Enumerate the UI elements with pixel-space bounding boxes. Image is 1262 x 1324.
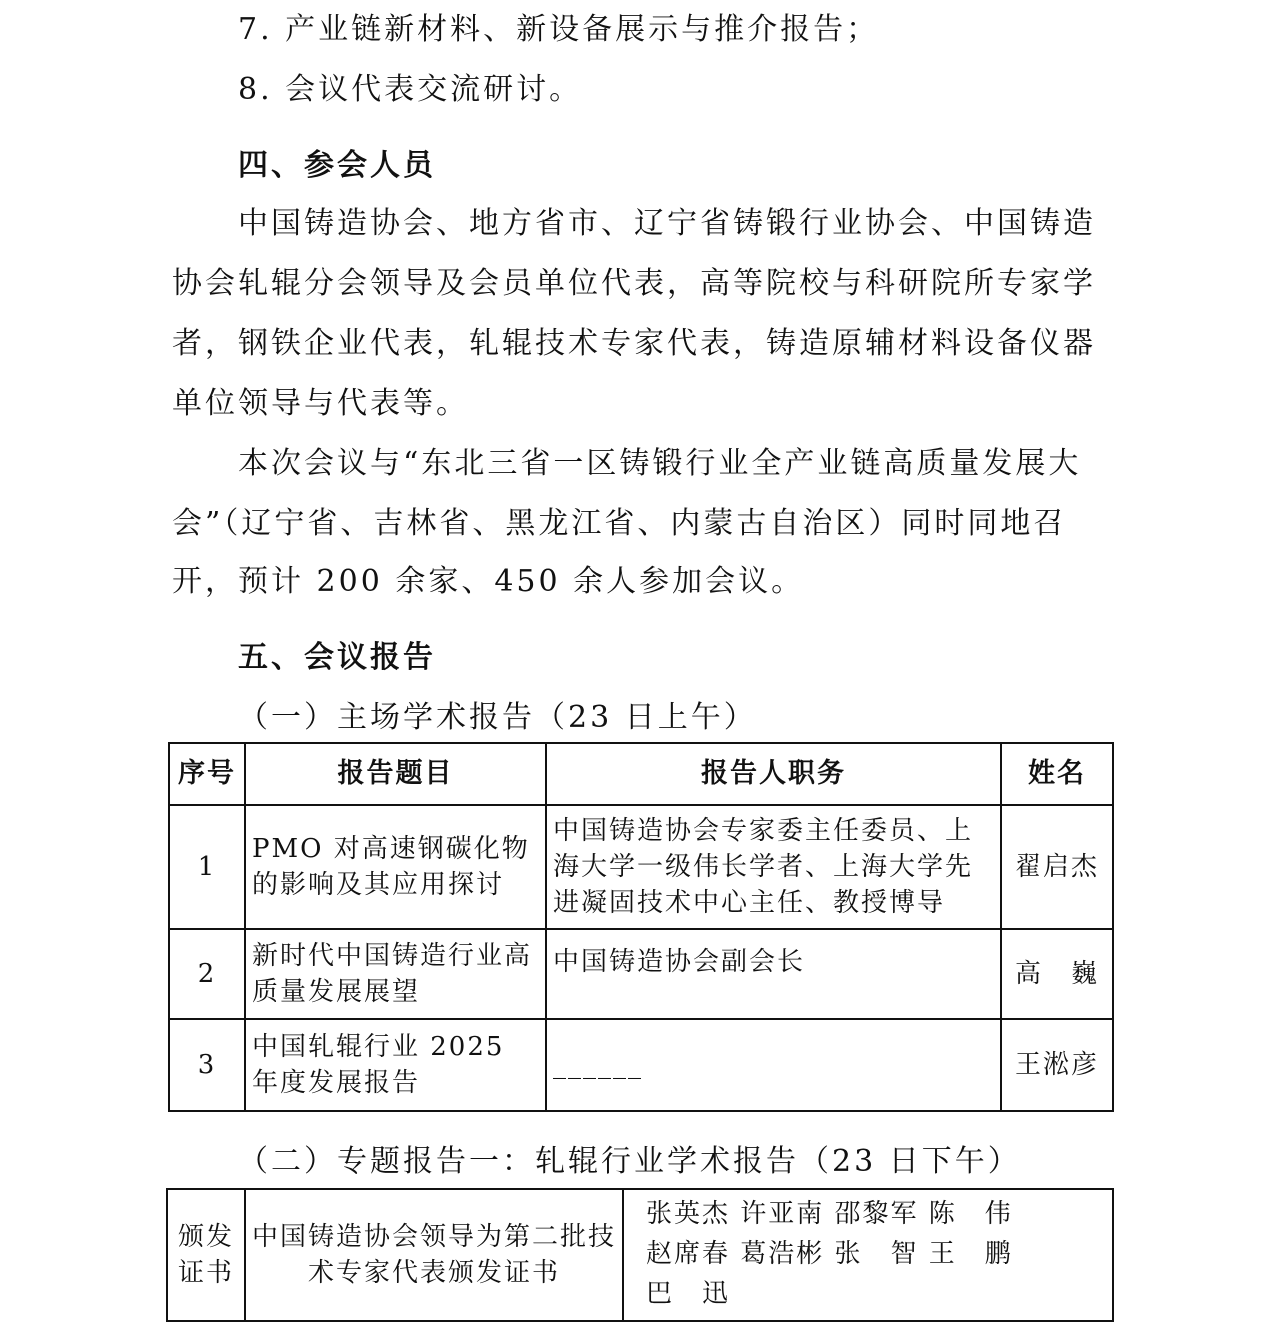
- cell-no: 2: [169, 929, 245, 1019]
- main-report-table: [168, 742, 1114, 1112]
- table-row: [169, 929, 1113, 1019]
- table-row: [167, 1189, 1113, 1321]
- names-line: 赵席春 葛浩彬 张 智 王 鹏: [646, 1239, 1013, 1269]
- cell-position: 中国铸造协会副会长: [546, 929, 1001, 1019]
- item-text: 会议代表交流研讨。: [285, 72, 583, 107]
- cell-label: 颁发证书: [167, 1189, 245, 1321]
- names-line: 张英杰 许亚南 邵黎军 陈 伟: [646, 1199, 1013, 1229]
- paragraph-line: 单位领导与代表等。: [172, 386, 469, 421]
- item-number: 7.: [238, 12, 273, 47]
- cell-position: 中国铸造协会专家委主任委员、上海大学一级伟长学者、上海大学先进凝固技术中心主任、教授博导: [546, 805, 1001, 929]
- table-header-row: [169, 743, 1113, 805]
- cell-name: 翟启杰: [1001, 805, 1113, 929]
- cell-name: 高 巍: [1001, 929, 1113, 1019]
- paragraph-line: 中国铸造协会、地方省市、辽宁省铸锻行业协会、中国铸造: [238, 206, 1096, 241]
- paragraph-line: 开，预计 200 余家、450 余人参加会议。: [172, 564, 805, 599]
- subheading-main-reports: （一）主场学术报告（23 日上午）: [238, 700, 757, 735]
- cell-name: 王淞彦: [1001, 1019, 1113, 1111]
- paragraph-line: 协会轧辊分会领导及会员单位代表，高等院校与科研院所专家学: [172, 266, 1096, 301]
- paragraph-line: 本次会议与“东北三省一区铸锻行业全产业链高质量发展大: [238, 446, 1082, 481]
- cell-title: PMO 对高速钢碳化物的影响及其应用探讨: [245, 805, 546, 929]
- cell-no: 3: [169, 1019, 245, 1111]
- cell-no: 1: [169, 805, 245, 929]
- cell-position: ______: [546, 1019, 1001, 1111]
- item-number: 8.: [238, 72, 273, 107]
- list-item-8: [238, 70, 1112, 110]
- special-report-table: [166, 1188, 1114, 1322]
- header-position: 报告人职务: [546, 743, 1001, 805]
- header-no: 序号: [169, 743, 245, 805]
- subheading-special-reports: （二）专题报告一：轧辊行业学术报告（23 日下午）: [238, 1144, 1021, 1179]
- cell-title: 新时代中国铸造行业高质量发展展望: [245, 929, 546, 1019]
- table-row: [169, 805, 1113, 929]
- cell-desc: 中国铸造协会领导为第二批技术专家代表颁发证书: [245, 1189, 623, 1321]
- names-line: 巴 迅: [646, 1279, 731, 1309]
- list-item-7: [238, 10, 1112, 50]
- item-text: 产业链新材料、新设备展示与推介报告；: [285, 12, 880, 47]
- section-heading-attendees: 四、参会人员: [238, 148, 436, 183]
- cell-names: [623, 1189, 1113, 1321]
- header-name: 姓名: [1001, 743, 1113, 805]
- table-row: [169, 1019, 1113, 1111]
- paragraph-line: 者，钢铁企业代表，轧辊技术专家代表，铸造原辅材料设备仪器: [172, 326, 1096, 361]
- cell-title: 中国轧辊行业 2025 年度发展报告: [245, 1019, 546, 1111]
- section-heading-reports: 五、会议报告: [238, 640, 436, 675]
- paragraph-line: 会”（辽宁省、吉林省、黑龙江省、内蒙古自治区）同时同地召: [172, 506, 1067, 541]
- header-title: 报告题目: [245, 743, 546, 805]
